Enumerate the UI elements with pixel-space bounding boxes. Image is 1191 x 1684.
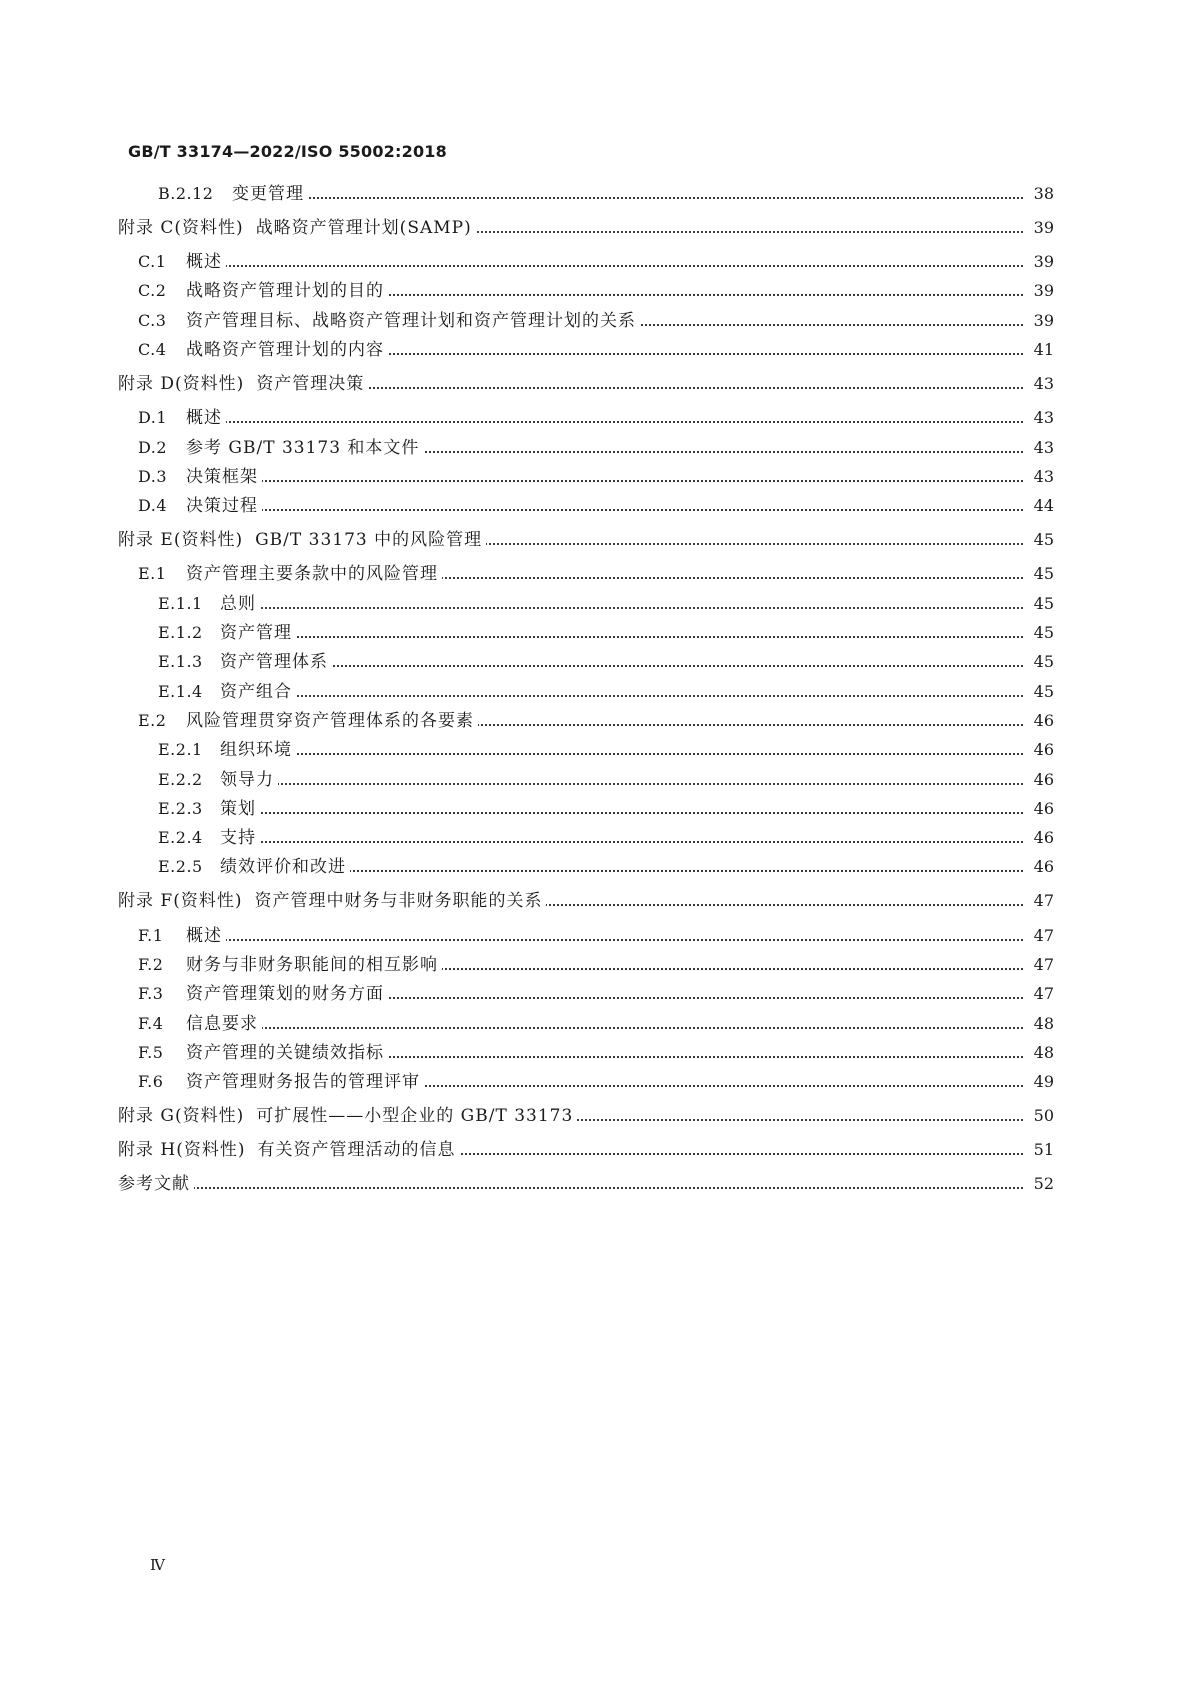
- toc-entry[interactable]: [0, 797, 1191, 821]
- toc-entry-number: F.4: [138, 1014, 164, 1033]
- toc-entry-page-number: 43: [1026, 436, 1054, 460]
- toc-entry-page-number: 46: [1026, 738, 1054, 762]
- toc-entry-label: [138, 338, 388, 362]
- toc-entry[interactable]: [0, 216, 1191, 240]
- toc-entry-page-number: 49: [1026, 1070, 1054, 1094]
- toc-entry-label: [158, 592, 260, 616]
- toc-entry-label: [158, 182, 308, 206]
- toc-entry-label: [158, 621, 296, 645]
- toc-entry-label: [158, 797, 260, 821]
- toc-entry-title: 战略资产管理计划(SAMP): [255, 218, 472, 238]
- toc-entry[interactable]: [0, 1138, 1191, 1162]
- toc-entry-number: E.2.2: [158, 770, 203, 789]
- toc-entry-number: D.1: [138, 408, 168, 427]
- toc-entry-title: 资产管理财务报告的管理评审: [186, 1072, 420, 1092]
- toc-entry[interactable]: [0, 279, 1191, 303]
- toc-entry-title: 风险管理贯穿资产管理体系的各要素: [186, 711, 474, 731]
- toc-entry[interactable]: [0, 621, 1191, 645]
- toc-entry[interactable]: [0, 953, 1191, 977]
- toc-entry-title: 参考文献: [118, 1174, 190, 1194]
- toc-entry[interactable]: [0, 1070, 1191, 1094]
- toc-entry-label: [138, 279, 388, 303]
- toc-entry-number: 附录 H: [118, 1140, 177, 1160]
- toc-entry-page-number: 48: [1026, 1041, 1054, 1065]
- toc-entry-number: E.1.2: [158, 623, 203, 642]
- toc-entry[interactable]: [0, 680, 1191, 704]
- toc-entry-title: 财务与非财务职能间的相互影响: [186, 955, 438, 975]
- toc-entry-annex-type: (资料性): [173, 530, 244, 550]
- toc-entry[interactable]: [0, 982, 1191, 1006]
- toc-entry-title: 资产管理主要条款中的风险管理: [186, 564, 438, 584]
- toc-entry-title: 概述: [186, 408, 222, 428]
- toc-entry-number: E.1.4: [158, 682, 203, 701]
- toc-entry-page-number: 46: [1026, 855, 1054, 879]
- toc-dot-leader: [138, 421, 1023, 423]
- toc-entry[interactable]: [0, 826, 1191, 850]
- toc-entry-title: 资产管理: [220, 623, 292, 643]
- toc-entry-label: [158, 650, 332, 674]
- toc-dot-leader: [158, 783, 1023, 785]
- toc-entry-label: [138, 465, 262, 489]
- toc-entry-title: 资产管理中财务与非财务职能的关系: [254, 891, 543, 911]
- toc-entry[interactable]: [0, 250, 1191, 274]
- toc-entry-label: [138, 924, 226, 948]
- toc-entry-label: [138, 709, 478, 733]
- toc-entry-label: [138, 309, 640, 333]
- toc-entry-annex-type: (资料性): [174, 218, 244, 238]
- toc-entry-label: [118, 372, 368, 396]
- toc-entry[interactable]: [0, 709, 1191, 733]
- toc-entry-number: E.1: [138, 564, 167, 583]
- toc-entry-label: [138, 982, 388, 1006]
- toc-entry[interactable]: [0, 436, 1191, 460]
- toc-entry-number: C.4: [138, 340, 167, 359]
- toc-entry-number: 附录 D: [118, 374, 176, 394]
- page-number: Ⅳ: [150, 1556, 165, 1574]
- toc-entry-page-number: 47: [1026, 924, 1054, 948]
- toc-entry-title: 决策过程: [186, 496, 258, 516]
- toc-entry-page-number: 43: [1026, 372, 1054, 396]
- toc-entry-number: F.6: [138, 1072, 164, 1091]
- toc-entry-number: C.3: [138, 311, 167, 330]
- toc-entry-title: 资产管理决策: [256, 374, 365, 394]
- toc-entry-label: [158, 826, 260, 850]
- toc-entry-title: 战略资产管理计划的内容: [186, 340, 384, 360]
- toc-entry-page-number: 45: [1026, 650, 1054, 674]
- toc-entry-title: 战略资产管理计划的目的: [186, 281, 384, 301]
- toc-entry-annex-type: (资料性): [176, 1140, 246, 1160]
- toc-entry-title: 资产管理策划的财务方面: [186, 984, 384, 1004]
- toc-entry-title: 策划: [220, 799, 256, 819]
- toc-dot-leader: [138, 480, 1023, 482]
- toc-entry-page-number: 46: [1026, 709, 1054, 733]
- toc-entry-label: [138, 1012, 262, 1036]
- toc-entry-page-number: 38: [1026, 182, 1054, 206]
- toc-entry[interactable]: [0, 338, 1191, 362]
- toc-entry-label: [118, 1172, 194, 1196]
- toc-entry-number: D.2: [138, 438, 168, 457]
- toc-entry-number: F.3: [138, 984, 164, 1003]
- toc-entry-label: [118, 1104, 577, 1128]
- toc-entry-page-number: 45: [1026, 680, 1054, 704]
- toc-entry-label: [158, 680, 296, 704]
- toc-entry-number: E.2: [138, 711, 167, 730]
- toc-entry-label: [138, 250, 226, 274]
- toc-entry-title: 变更管理: [232, 184, 304, 204]
- toc-entry[interactable]: [0, 406, 1191, 430]
- toc-entry-title: 支持: [220, 828, 256, 848]
- toc-entry-number: F.2: [138, 955, 164, 974]
- toc-dot-leader: [158, 812, 1023, 814]
- toc-entry-label: [158, 768, 278, 792]
- toc-entry-number: B.2.12: [158, 184, 214, 203]
- toc-entry-page-number: 45: [1026, 592, 1054, 616]
- toc-entry-page-number: 45: [1026, 528, 1054, 552]
- toc-entry-title: 组织环境: [220, 740, 292, 760]
- toc-entry-title: 资产管理体系: [220, 652, 328, 672]
- toc-entry-page-number: 47: [1026, 889, 1054, 913]
- toc-dot-leader: [138, 1027, 1023, 1029]
- toc-entry-page-number: 39: [1026, 250, 1054, 274]
- toc-entry-title: 决策框架: [186, 467, 258, 487]
- toc-entry-page-number: 47: [1026, 982, 1054, 1006]
- toc-entry-page-number: 43: [1026, 465, 1054, 489]
- toc-entry-page-number: 47: [1026, 953, 1054, 977]
- toc-entry[interactable]: [0, 738, 1191, 762]
- toc-dot-leader: [138, 265, 1023, 267]
- toc-entry-title: 概述: [186, 252, 222, 272]
- toc-entry-title: 资产管理目标、战略资产管理计划和资产管理计划的关系: [186, 311, 636, 331]
- toc-entry[interactable]: [0, 494, 1191, 518]
- toc-entry[interactable]: [0, 855, 1191, 879]
- toc-entry-number: D.4: [138, 496, 168, 515]
- toc-entry-number: E.2.5: [158, 857, 203, 876]
- toc-entry-title: GB/T 33173 中的风险管理: [255, 530, 483, 550]
- document-identifier: GB/T 33174—2022/ISO 55002:2018: [128, 142, 447, 161]
- toc-entry-number: C.1: [138, 252, 167, 271]
- toc-entry-label: [138, 953, 442, 977]
- toc-entry-page-number: 50: [1026, 1104, 1054, 1128]
- toc-entry-page-number: 48: [1026, 1012, 1054, 1036]
- toc-entry[interactable]: [0, 1172, 1191, 1196]
- toc-entry-label: [118, 528, 486, 552]
- toc-entry-number: F.1: [138, 926, 164, 945]
- toc-entry-title: 信息要求: [186, 1014, 258, 1034]
- toc-entry[interactable]: [0, 465, 1191, 489]
- toc-entry-annex-type: (资料性): [173, 891, 243, 911]
- toc-entry-page-number: 45: [1026, 562, 1054, 586]
- toc-entry[interactable]: [0, 1104, 1191, 1128]
- toc-entry-label: [118, 216, 476, 240]
- toc-entry-number: 附录 G: [118, 1106, 175, 1126]
- toc-entry-number: 附录 C: [118, 218, 175, 238]
- toc-entry-title: 可扩展性——小型企业的 GB/T 33173: [256, 1106, 574, 1126]
- toc-entry-title: 绩效评价和改进: [220, 857, 346, 877]
- toc-entry-annex-type: (资料性): [175, 374, 245, 394]
- toc-entry-annex-type: (资料性): [174, 1106, 245, 1126]
- toc-entry-label: [118, 1138, 460, 1162]
- toc-entry-label: [158, 738, 296, 762]
- toc-entry-title: 资产组合: [220, 682, 292, 702]
- toc-entry-label: [138, 562, 442, 586]
- toc-entry-page-number: 39: [1026, 279, 1054, 303]
- toc-entry-page-number: 45: [1026, 621, 1054, 645]
- toc-entry-page-number: 41: [1026, 338, 1054, 362]
- toc-entry-number: E.1.1: [158, 594, 203, 613]
- toc-entry-page-number: 46: [1026, 768, 1054, 792]
- toc-entry-title: 参考 GB/T 33173 和本文件: [186, 438, 420, 458]
- toc-entry-title: 总则: [220, 594, 256, 614]
- toc-dot-leader: [138, 509, 1023, 511]
- toc-entry[interactable]: [0, 1041, 1191, 1065]
- toc-entry-number: 附录 E: [118, 530, 174, 550]
- toc-entry[interactable]: [0, 768, 1191, 792]
- toc-entry-page-number: 51: [1026, 1138, 1054, 1162]
- toc-dot-leader: [138, 939, 1023, 941]
- toc-entry-label: [158, 855, 350, 879]
- toc-entry-page-number: 43: [1026, 406, 1054, 430]
- toc-entry-label: [138, 494, 262, 518]
- toc-entry[interactable]: [0, 650, 1191, 674]
- toc-entry-page-number: 44: [1026, 494, 1054, 518]
- toc-entry-page-number: 52: [1026, 1172, 1054, 1196]
- toc-entry[interactable]: [0, 1012, 1191, 1036]
- toc-entry-title: 概述: [186, 926, 222, 946]
- toc-entry[interactable]: [0, 562, 1191, 586]
- toc-dot-leader: [158, 607, 1023, 609]
- toc-entry[interactable]: [0, 182, 1191, 206]
- toc-entry-number: D.3: [138, 467, 168, 486]
- toc-entry[interactable]: [0, 309, 1191, 333]
- toc-entry-page-number: 39: [1026, 216, 1054, 240]
- toc-entry-number: E.2.4: [158, 828, 203, 847]
- toc-entry-number: C.2: [138, 281, 167, 300]
- toc-entry-label: [118, 889, 546, 913]
- toc-dot-leader: [118, 1187, 1023, 1189]
- toc-dot-leader: [158, 841, 1023, 843]
- toc-entry[interactable]: [0, 372, 1191, 396]
- toc-entry-number: E.2.1: [158, 740, 203, 759]
- toc-entry-label: [138, 1070, 424, 1094]
- toc-entry-label: [138, 1041, 388, 1065]
- toc-entry-title: 领导力: [220, 770, 274, 790]
- toc-entry-title: 资产管理的关键绩效指标: [186, 1043, 384, 1063]
- toc-entry-page-number: 46: [1026, 797, 1054, 821]
- toc-entry-page-number: 39: [1026, 309, 1054, 333]
- toc-entry[interactable]: [0, 889, 1191, 913]
- toc-entry[interactable]: [0, 592, 1191, 616]
- toc-entry-title: 有关资产管理活动的信息: [257, 1140, 456, 1160]
- toc-entry[interactable]: [0, 924, 1191, 948]
- toc-entry-number: E.2.3: [158, 799, 203, 818]
- toc-entry-number: E.1.3: [158, 652, 203, 671]
- toc-entry-label: [138, 406, 226, 430]
- toc-entry-number: 附录 F: [118, 891, 174, 911]
- toc-entry[interactable]: [0, 528, 1191, 552]
- toc-entry-number: F.5: [138, 1043, 164, 1062]
- toc-entry-page-number: 46: [1026, 826, 1054, 850]
- toc-entry-label: [138, 436, 423, 460]
